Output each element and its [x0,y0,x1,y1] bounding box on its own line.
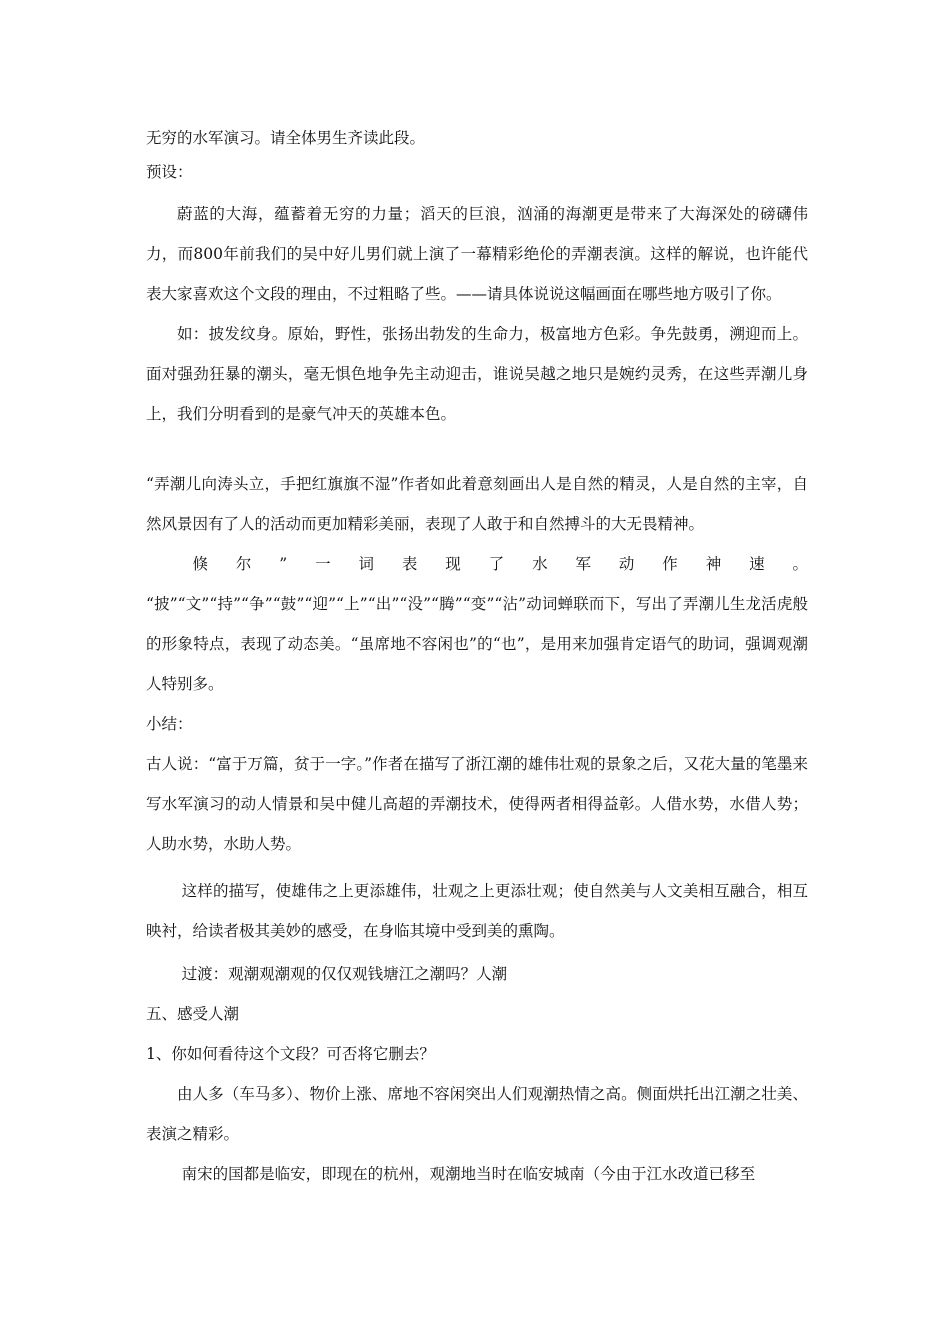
paragraph-drill-line: 无穷的水军演习。请全体男生齐读此段。 [146,129,426,147]
question-one: 1、你如何看待这个文段？可否将它删去？ [146,1045,435,1063]
paragraph-preset-body: 蔚蓝的大海，蕴蓄着无穷的力量；滔天的巨浪，汹涌的海潮更是带来了大海深处的磅礴伟力，而800年前我们的吴中好儿男们就上演了一幕精彩绝伦的弄潮表演。这样的解说，也许能代表大家喜欢这个文段的理由，不过粗略了些。——请具体说说这幅画面在哪些地方吸引了你。 [146,205,808,303]
paragraph-transition: 过渡：观潮观潮观的仅仅观钱塘江之潮吗？人潮 [181,965,508,983]
paragraph-tide-quote: “弄潮儿向涛头立，手把红旗旗不湿”作者如此着意刻画出人是自然的精灵，人是自然的主宰，自然风景因有了人的活动而更加精彩美丽，表现了人敢于和自然搏斗的大无畏精神。 [146,475,808,533]
paragraph-summary-body: 古人说：“富于万篇，贫于一字。”作者在描写了浙江潮的雄伟壮观的景象之后，又花大量的笔墨来写水军演习的动人情景和吴中健儿高超的弄潮技术，使得两者相得益彰。人借水势，水借人势；人助水势，水助人势。 [146,755,808,853]
paragraph-verbs: 倏尔”一词表现了水军动作神速。 “披”“文”“持”“争”“鼓”“迎”“上”“出”“没”“腾”“变”“沾”动词蝉联而下，写出了弄潮儿生龙活虎般的形象特点，表现了动态美。“虽席地不容闲也”的“也”，是用来加强肯定语气的助词，强调观潮人特别多。 [146,555,808,693]
spacer [146,864,808,871]
document-body [146,124,808,1194]
paragraph-preset-label: 预设： [146,163,193,181]
paragraph-example: 如：披发纹身。原始，野性，张扬出勃发的生命力，极富地方色彩。争先鼓勇，溯迎而上。面对强劲狂暴的潮头，毫无惧色地争先主动迎击，谁说吴越之地只是婉约灵秀，在这些弄潮儿身上，我们分明看到的是豪气冲天的英雄本色。 [146,325,808,423]
spacer [146,434,808,464]
paragraph-summary-label: 小结： [146,715,193,733]
paragraph-crowd: 由人多（车马多）、物价上涨、席地不容闲突出人们观潮热情之高。侧面烘托出江潮之壮美、表演之精彩。 [146,1085,808,1143]
section-heading-five: 五、感受人潮 [146,1005,240,1023]
paragraph-description: 这样的描写，使雄伟之上更添雄伟，壮观之上更添壮观；使自然美与人文美相互融合，相互映衬，给读者极其美妙的感受，在身临其境中受到美的熏陶。 [146,882,808,940]
paragraph-capital: 南宋的国都是临安，即现在的杭州，观潮地当时在临安城南（今由于江水改道已移至 [181,1165,756,1183]
